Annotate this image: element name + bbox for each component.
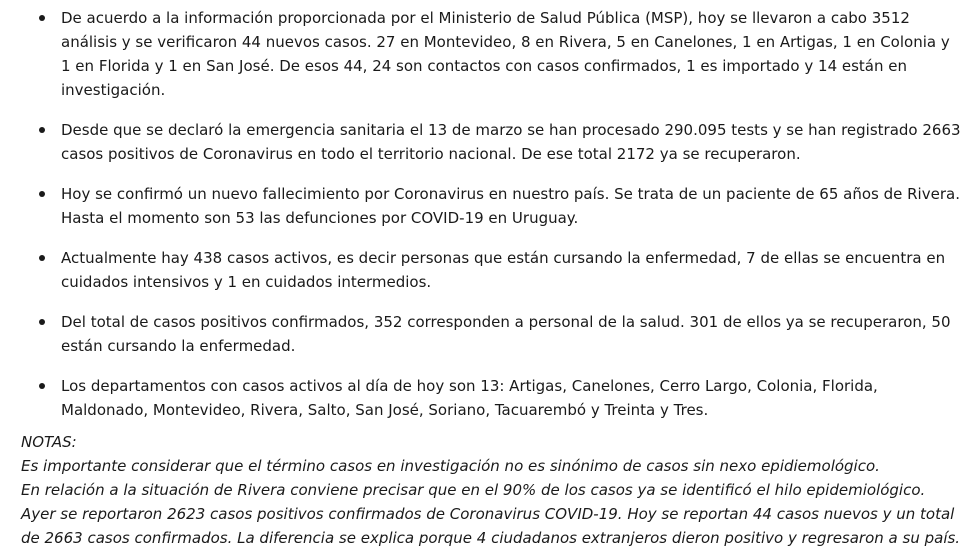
notes-line: Ayer se reportaron 2623 casos positivos confirmados de Coronavirus COVID-19. Hoy se reportan 44 casos nuevos y un total de 2663 casos confirmados. La diferencia se explica porque 4 ciudadanos extranjeros dieron positivo y regresaron a su país.	[21, 505, 961, 547]
bullet-icon	[39, 15, 45, 21]
notes-section	[21, 430, 966, 550]
notes-line: Es importante considerar que el término casos en investigación no es sinónimo de casos sin nexo epidiemológico.	[21, 457, 880, 475]
list-item-text: Actualmente hay 438 casos activos, es decir personas que están cursando la enfermedad, 7 de ellas se encuentra en cuidados intensivos y 1 en cuidados intermedios.	[61, 249, 946, 291]
list-item	[0, 246, 970, 294]
list-item	[0, 310, 970, 358]
bullet-list	[0, 6, 970, 438]
list-item-text: Desde que se declaró la emergencia sanitaria el 13 de marzo se han procesado 290.095 tests y se han registrado 2663 casos positivos de Coronavirus en todo el territorio nacional. De ese total 2172 ya se recuperaron.	[61, 121, 961, 163]
bullet-icon	[39, 319, 45, 325]
list-item-text: De acuerdo a la información proporcionada por el Ministerio de Salud Pública (MSP), hoy se llevaron a cabo 3512 análisis y se verificaron 44 nuevos casos. 27 en Montevideo, 8 en Rivera, 5 en Canelones, 1 en Artigas, 1 en Colonia y 1 en Florida y 1 en San José. De esos 44, 24 son contactos con casos confirmados, 1 es importado y 14 están en investigación.	[61, 9, 950, 99]
notes-heading: NOTAS:	[21, 433, 77, 451]
list-item-text: Los departamentos con casos activos al día de hoy son 13: Artigas, Canelones, Cerro Largo, Colonia, Florida, Maldonado, Montevideo, Rivera, Salto, San José, Soriano, Tacuarembó y Treinta y Tres.	[61, 377, 878, 419]
list-item	[0, 6, 970, 102]
list-item	[0, 374, 970, 422]
bullet-icon	[39, 383, 45, 389]
bullet-icon	[39, 255, 45, 261]
list-item	[0, 118, 970, 166]
list-item	[0, 182, 970, 230]
list-item-text: Hoy se confirmó un nuevo fallecimiento por Coronavirus en nuestro país. Se trata de un paciente de 65 años de Rivera. Hasta el momento son 53 las defunciones por COVID-19 en Uruguay.	[61, 185, 960, 227]
list-item-text: Del total de casos positivos confirmados, 352 corresponden a personal de la salud. 301 de ellos ya se recuperaron, 50 están cursando la enfermedad.	[61, 313, 951, 355]
bullet-icon	[39, 127, 45, 133]
notes-line: En relación a la situación de Rivera conviene precisar que en el 90% de los casos ya se identificó el hilo epidemiológico.	[21, 481, 926, 499]
bullet-icon	[39, 191, 45, 197]
